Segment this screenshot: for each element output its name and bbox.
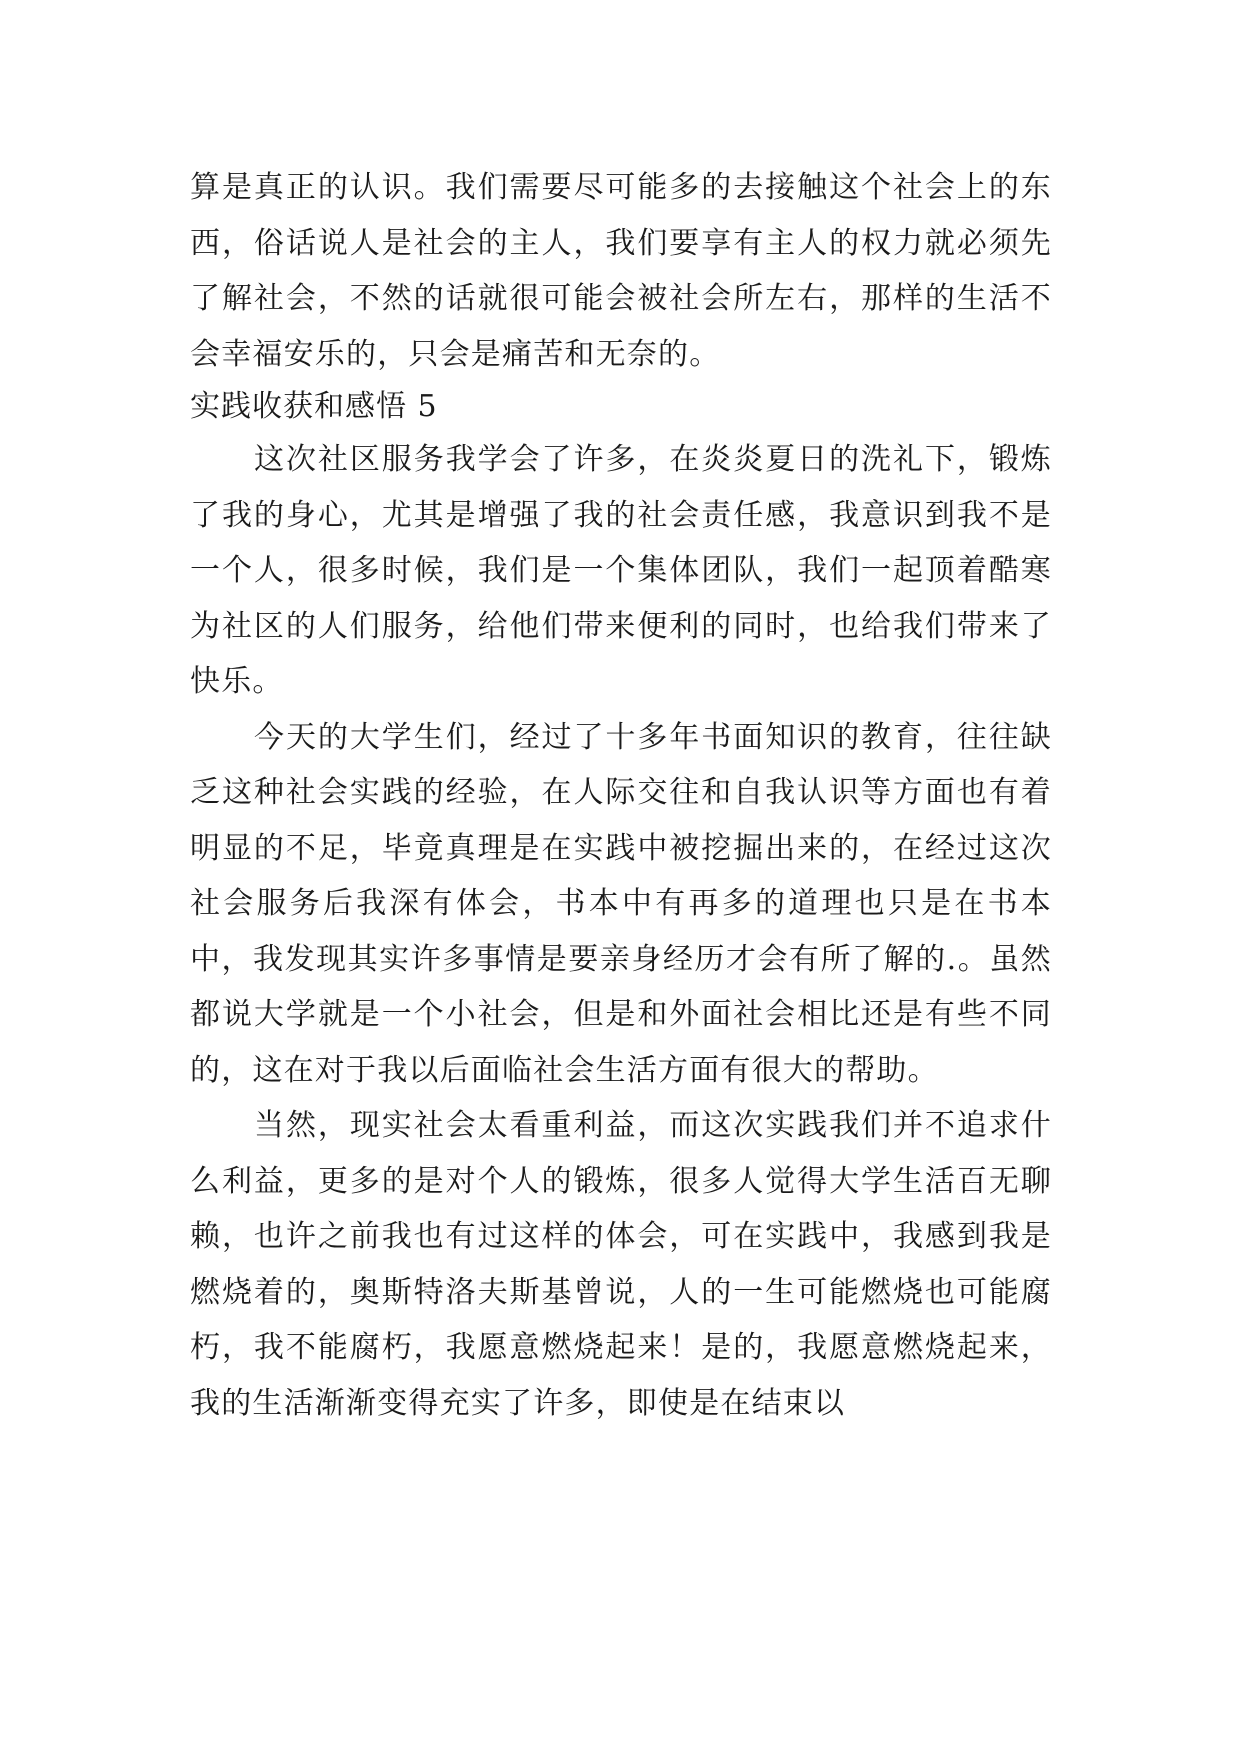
section-heading: 实践收获和感悟 5 xyxy=(190,389,438,424)
document-body xyxy=(190,160,1052,1431)
paragraph-2: 今天的大学生们，经过了十多年书面知识的教育，往往缺乏这种社会实践的经验，在人际交往和自我认识等方面也有着明显的不足，毕竟真理是在实践中被挖掘出来的，在经过这次社会服务后我深有体会，书本中有再多的道理也只是在书本中，我发现其实许多事情是要亲身经历才会有所了解的.。虽然都说大学就是一个小社会，但是和外面社会相比还是有些不同的，这在对于我以后面临社会生活方面有很大的帮助。 xyxy=(190,719,1052,1088)
paragraph-1: 这次社区服务我学会了许多，在炎炎夏日的洗礼下，锻炼了我的身心，尤其是增强了我的社会责任感，我意识到我不是一个人，很多时候，我们是一个集体团队，我们一起顶着酷寒为社区的人们服务，给他们带来便利的同时，也给我们带来了快乐。 xyxy=(190,442,1052,699)
paragraph-continuation: 算是真正的认识。我们需要尽可能多的去接触这个社会上的东西，俗话说人是社会的主人，我们要享有主人的权力就必须先了解社会，不然的话就很可能会被社会所左右，那样的生活不会幸福安乐的，只会是痛苦和无奈的。 xyxy=(190,170,1052,372)
paragraph-3: 当然，现实社会太看重利益，而这次实践我们并不追求什么利益，更多的是对个人的锻炼，很多人觉得大学生活百无聊赖，也许之前我也有过这样的体会，可在实践中，我感到我是燃烧着的，奥斯特洛夫斯基曾说，人的一生可能燃烧也可能腐朽，我不能腐朽，我愿意燃烧起来！是的，我愿意燃烧起来，我的生活渐渐变得充实了许多，即使是在结束以 xyxy=(190,1108,1052,1421)
